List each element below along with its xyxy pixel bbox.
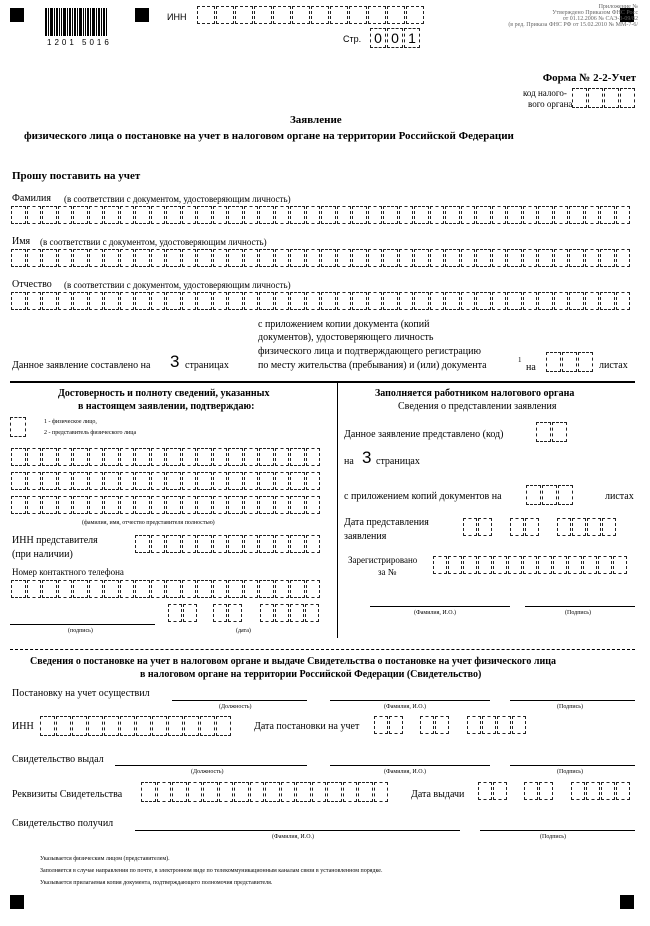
bottom-inn-label: ИНН: [12, 721, 34, 732]
right-heading: Заполняется работником налогового органа: [375, 388, 575, 399]
registration-date-label: Дата постановки на учет: [254, 721, 360, 732]
corner-marker-top-left: [10, 8, 24, 22]
left-heading: Достоверность и полноту сведений, указанных: [58, 388, 270, 399]
phone-label: Номер контактного телефона: [12, 567, 124, 577]
certificate-details-label: Реквизиты Свидетельства: [12, 789, 123, 800]
pages-suffix: страницах: [185, 360, 229, 371]
registration-date-cells[interactable]: [374, 716, 404, 734]
name-label: Имя: [12, 236, 31, 247]
registered-by-label: Постановку на учет осуществил: [12, 688, 150, 699]
corner-marker-bottom-left: [10, 895, 24, 909]
name-hint: (в соответствии с документом, удостоверяющим личность): [40, 237, 267, 247]
signer-option-2: 2 - представитель физического лица: [44, 430, 137, 436]
officer-signature-caption: (Подпись): [565, 610, 592, 616]
page-label: Стр.: [343, 34, 362, 44]
rep-fio-caption: (фамилия, имя, отчество представителя полностью): [82, 520, 215, 526]
inn-label: ИНН: [167, 12, 187, 22]
registered-by-fio-line[interactable]: [330, 700, 490, 701]
registration-number-cells[interactable]: [433, 556, 628, 574]
approval-line: Приложение №: [598, 4, 638, 10]
org-code-label: вого органа: [528, 99, 573, 109]
rep-fio-row[interactable]: [11, 472, 321, 490]
submission-date-cells[interactable]: [463, 518, 493, 536]
approval-line: (в ред. Приказа ФНС РФ от 15.02.2010 № ММ-7-6/: [508, 22, 638, 28]
fio-caption: (Фамилия, И.О.): [272, 834, 315, 840]
rep-inn-label: (при наличии): [12, 549, 73, 560]
name-field-row-1[interactable]: [11, 249, 631, 267]
submission-date-cells[interactable]: [510, 518, 540, 536]
fio-caption: (Фамилия, И.О.): [384, 704, 427, 710]
sign-date-cells[interactable]: [260, 604, 320, 622]
fio-caption: (Фамилия, И.О.): [384, 769, 427, 775]
right-pages-value: 3: [362, 448, 372, 467]
certificate-details-cells[interactable]: [141, 782, 389, 802]
issue-date-label: Дата выдачи: [411, 789, 465, 800]
received-by-label: Свидетельство получил: [12, 818, 114, 829]
bottom-divider: [10, 649, 635, 650]
title-line-2: физического лица о постановке на учет в налоговом органе на территории Российской Федерации: [24, 130, 514, 142]
inn-cells[interactable]: [197, 6, 425, 24]
rep-fio-row[interactable]: [11, 496, 321, 514]
bottom-heading: Сведения о постановке на учет в налоговом органе и выдаче Свидетельства о постановке на учет физического лица: [30, 656, 556, 667]
surname-hint: (в соответствии с документом, удостоверяющим личность): [64, 194, 291, 204]
attachment-count-label: с приложением копий документов на: [344, 491, 502, 502]
sign-date-cells[interactable]: [168, 604, 198, 622]
issue-date-cells[interactable]: [478, 782, 508, 800]
signature-caption: (Подпись): [540, 834, 567, 840]
form-number: Форма № 2-2-Учет: [542, 72, 636, 84]
request-prompt: Прошу поставить на учет: [12, 170, 141, 182]
rep-fio-row[interactable]: [11, 448, 321, 466]
corner-marker-bottom-right: [620, 895, 634, 909]
registered-label: за №: [378, 567, 397, 577]
right-pages-suffix: страницах: [376, 456, 420, 467]
signature-caption: (подпись): [68, 628, 93, 634]
title-line-1: Заявление: [290, 114, 342, 126]
patronymic-field-row-1[interactable]: [11, 292, 631, 310]
sheets-count-cells[interactable]: [546, 352, 594, 372]
right-subheading: Сведения о представлении заявления: [398, 401, 557, 412]
footnote-mark: 1: [518, 356, 522, 364]
attachment-count-cells[interactable]: [526, 485, 574, 505]
position-caption: (Должность): [191, 769, 224, 775]
column-divider: [337, 382, 338, 638]
right-sheets-label: листах: [605, 491, 634, 502]
surname-field-row-1[interactable]: [11, 206, 631, 224]
pages-value: 3: [170, 352, 180, 371]
right-on-label: на: [344, 456, 354, 467]
org-code-label: код налого-: [523, 88, 567, 98]
footnote: Указывается прилагаемая копия документа, подтверждающего полномочия представителя.: [40, 880, 273, 886]
issue-date-cells[interactable]: [524, 782, 554, 800]
submission-date-cells[interactable]: [557, 518, 617, 536]
attachment-line: по месту жительства (пребывания) и (или) документа: [258, 360, 487, 371]
date-caption: (дата): [236, 628, 251, 634]
registered-by-position-line[interactable]: [172, 700, 307, 701]
approval-note: [508, 4, 638, 28]
attachment-line: с приложением копии документа (копий: [258, 319, 430, 330]
submitted-code-label: Данное заявление представлено (код): [344, 429, 504, 440]
corner-marker-top-middle: [135, 8, 149, 22]
submission-date-label: Дата представления: [344, 517, 429, 528]
attachment-line: документов), удостоверяющего личность: [258, 332, 434, 343]
registered-label: Зарегистрировано: [348, 555, 418, 565]
on-label: на: [526, 362, 536, 373]
rep-inn-cells[interactable]: [135, 535, 321, 553]
surname-label: Фамилия: [12, 193, 51, 204]
barcode: [45, 8, 108, 38]
page-digit: 0: [370, 28, 386, 48]
pages-prefix: Данное заявление составлено на: [12, 360, 151, 371]
registration-date-cells[interactable]: [467, 716, 527, 734]
attachment-line: физического лица и подтверждающего регистрацию: [258, 346, 481, 357]
approval-line: Утверждено Приказом ФНС Росс: [552, 10, 638, 16]
bottom-heading: в налоговом органе на территории Российской Федерации (Свидетельство): [140, 669, 482, 680]
position-caption: (Должность): [219, 704, 252, 710]
issue-date-cells[interactable]: [571, 782, 631, 800]
signature-caption: (Подпись): [557, 704, 584, 710]
approval-line: от 01.12.2006 № САЭ-3-09/82: [562, 16, 638, 22]
received-by-fio-line[interactable]: [135, 830, 460, 831]
sheets-label: листах: [599, 360, 628, 371]
page-number-cells: [370, 28, 421, 48]
officer-fio-line[interactable]: [370, 606, 510, 607]
patronymic-label: Отчество: [12, 279, 52, 290]
received-by-signature-line[interactable]: [480, 830, 635, 831]
issued-by-position-line[interactable]: [115, 765, 307, 766]
section-divider: [10, 381, 635, 383]
rep-inn-label: ИНН представителя: [12, 535, 98, 546]
barcode-number: 1201 5016: [47, 38, 112, 47]
officer-fio-caption: (Фамилия, И.О.): [414, 610, 457, 616]
submitted-code-cells[interactable]: [536, 422, 568, 442]
registration-date-cells[interactable]: [420, 716, 450, 734]
left-heading: в настоящем заявлении, подтверждаю:: [78, 401, 255, 412]
org-code-cells[interactable]: [572, 88, 636, 108]
officer-signature-line[interactable]: [525, 606, 635, 607]
registered-by-signature-line[interactable]: [510, 700, 635, 701]
footnote: Указывается физическим лицом (представителем).: [40, 856, 170, 862]
phone-cells-row[interactable]: [11, 580, 321, 598]
issued-by-fio-line[interactable]: [330, 765, 490, 766]
signature-line[interactable]: [10, 624, 155, 625]
patronymic-hint: (в соответствии с документом, удостоверяющим личность): [64, 280, 291, 290]
issued-by-label: Свидетельство выдал: [12, 754, 104, 765]
signer-type-cell[interactable]: [10, 417, 27, 437]
sign-date-cells[interactable]: [213, 604, 243, 622]
submission-date-label: заявления: [344, 531, 387, 542]
issued-by-signature-line[interactable]: [510, 765, 635, 766]
signer-option-1: 1 - физическое лицо,: [44, 419, 97, 425]
bottom-inn-cells[interactable]: [40, 716, 232, 736]
signature-caption: (Подпись): [557, 769, 584, 775]
page-digit: 1: [404, 28, 420, 48]
page-digit: 0: [387, 28, 403, 48]
footnote: Заполняется в случае направления по почте, в электронном виде по телекоммуникационным каналам связи в установленном порядке.: [40, 868, 383, 874]
